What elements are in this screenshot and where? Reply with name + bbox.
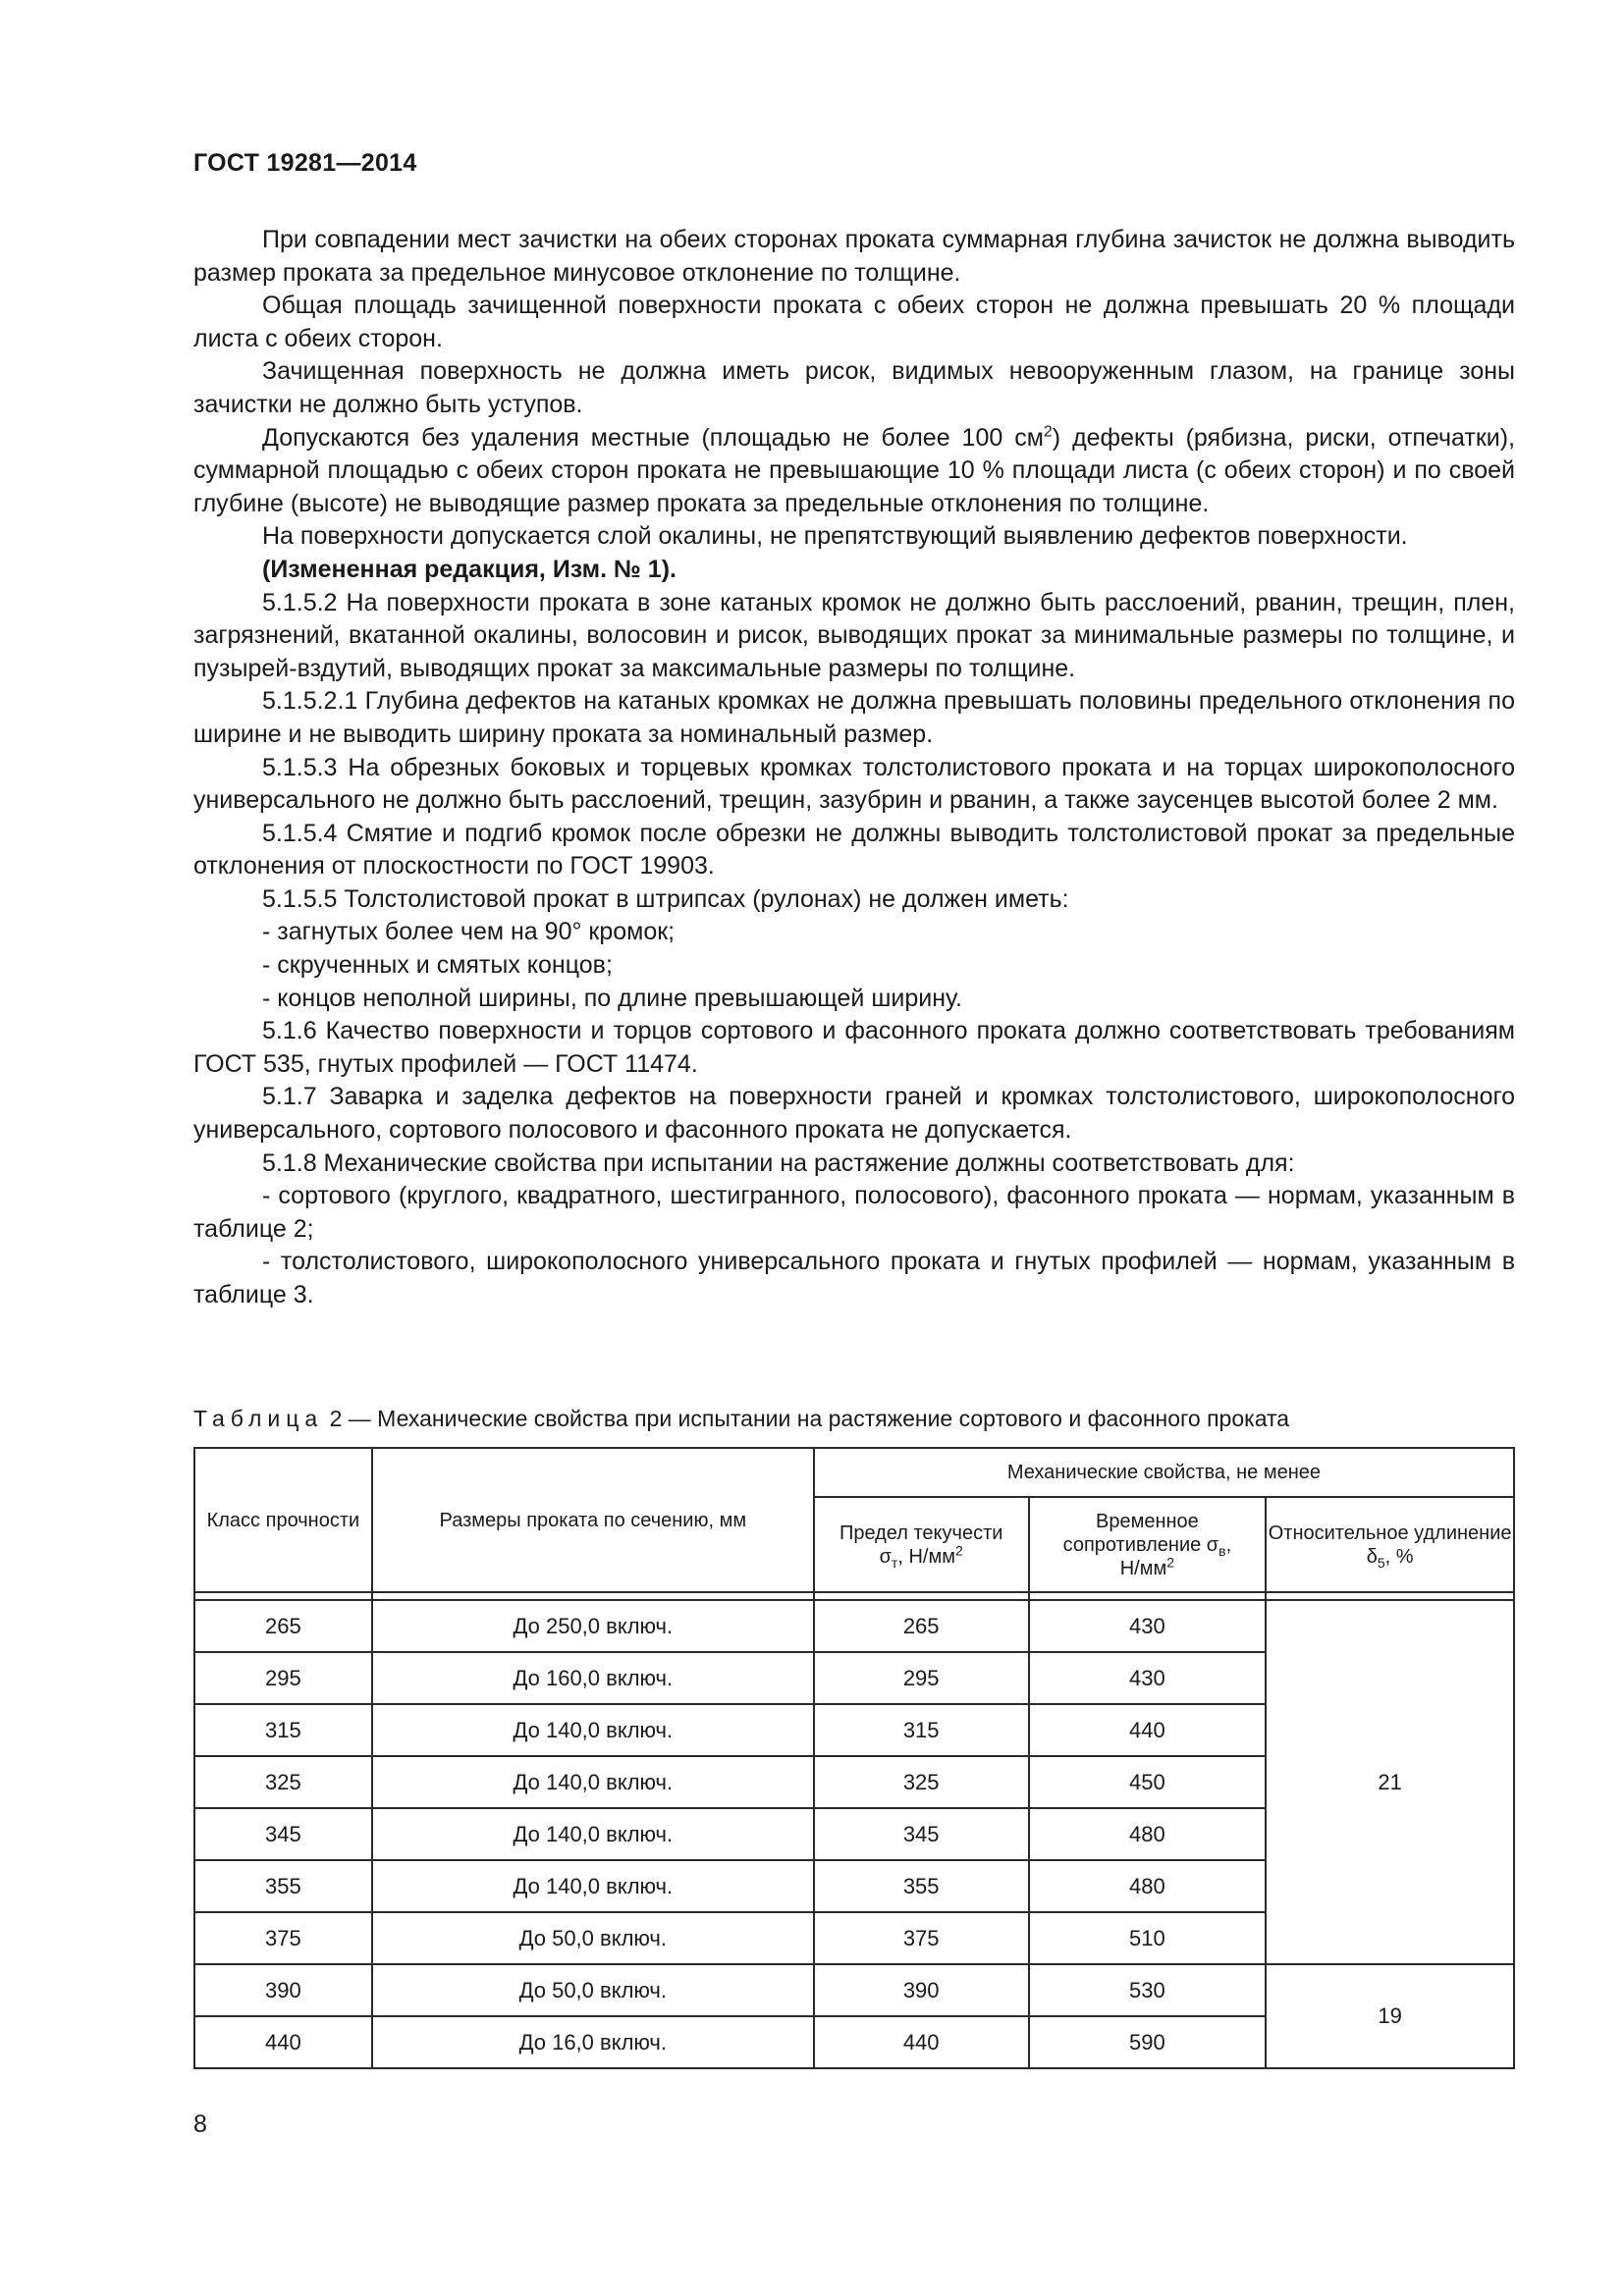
cell-size: До 140,0 включ. [372, 1704, 814, 1756]
cell-class: 355 [194, 1860, 372, 1912]
paragraph: Зачищенная поверхность не должна иметь рисок, видимых невооруженным глазом, на границе зоны зачистки не должно быть уступов. [193, 357, 1515, 418]
table-caption-label: Таблица [193, 1406, 324, 1431]
paragraph: Общая площадь зачищенной поверхности проката с обеих сторон не должна превышать 20 % площади листа с обеих сторон. [193, 292, 1515, 352]
cell-tensile: 590 [1029, 2016, 1267, 2068]
table-row [194, 1964, 1514, 2016]
comma: , [1225, 1533, 1232, 1556]
cell-tensile: 530 [1029, 1964, 1267, 2016]
cell-yield: 295 [814, 1652, 1029, 1704]
table-row [194, 1600, 1514, 1652]
cell-yield: 315 [814, 1704, 1029, 1756]
unit: , % [1384, 1545, 1414, 1568]
cell-tensile: 440 [1029, 1704, 1267, 1756]
cell-class: 325 [194, 1756, 372, 1808]
cell-tensile: 430 [1029, 1652, 1267, 1704]
clause-5-1-5-5: 5.1.5.5 Толстолистовой прокат в штрипсах (рулонах) не должен иметь: [262, 884, 1069, 913]
cell-tensile: 480 [1029, 1808, 1267, 1860]
header-text: Предел текучести [839, 1522, 1003, 1544]
superscript: 2 [1043, 423, 1053, 441]
clause-5-1-6: 5.1.6 Качество поверхности и торцов сортового и фасонного проката должно соответствовать требованиям ГОСТ 535, гнутых профилей — ГОСТ 11474. [193, 1017, 1515, 1078]
body-text [193, 224, 1515, 1312]
cell-yield: 375 [814, 1912, 1029, 1964]
subscript: т [891, 1554, 898, 1571]
paragraph: При совпадении мест зачистки на обеих сторонах проката суммарная глубина зачисток не должна выводить размер проката за предельное минусовое отклонение по толщине. [193, 226, 1515, 287]
cell-class: 375 [194, 1912, 372, 1964]
unit: , Н/мм [897, 1545, 955, 1568]
clause-5-1-7: 5.1.7 Заварка и заделка дефектов на поверхности граней и кромках толстолистового, широкополосного универсального, сортового полосового и фасонного проката не допускается. [193, 1083, 1515, 1145]
symbol: σ [879, 1545, 892, 1568]
cell-yield: 390 [814, 1964, 1029, 2016]
cell-yield: 265 [814, 1600, 1029, 1652]
cell-class: 265 [194, 1600, 372, 1652]
cell-class: 390 [194, 1964, 372, 2016]
header-gap [194, 1592, 1514, 1600]
standard-header: ГОСТ 19281—2014 [193, 149, 417, 177]
header-section-size: Размеры проката по сечению, мм [372, 1448, 814, 1592]
header-mech-group: Механические свойства, не менее [814, 1448, 1514, 1497]
cell-class: 345 [194, 1808, 372, 1860]
list-item: - сортового (круглого, квадратного, шестигранного, полосового), фасонного проката — нормам, указанным в таблице 2; [193, 1182, 1515, 1243]
header-elongation [1266, 1497, 1514, 1592]
cell-size: До 140,0 включ. [372, 1756, 814, 1808]
cell-size: До 50,0 включ. [372, 1912, 814, 1964]
header-text: Относительное удлинение δ [1268, 1522, 1512, 1568]
table-caption [193, 1406, 1289, 1432]
subscript: 5 [1377, 1554, 1385, 1571]
cell-size: До 140,0 включ. [372, 1860, 814, 1912]
list-item: - загнутых более чем на 90° кромок; [262, 918, 676, 946]
mechanical-properties-table [193, 1447, 1515, 2069]
cell-tensile: 450 [1029, 1756, 1267, 1808]
cell-size: До 160,0 включ. [372, 1652, 814, 1704]
superscript: 2 [1166, 1553, 1175, 1570]
cell-tensile: 480 [1029, 1860, 1267, 1912]
paragraph-local-defects [193, 422, 1515, 521]
superscript: 2 [954, 1541, 963, 1558]
list-item: - концов неполной ширины, по длине превышающей ширину. [262, 984, 962, 1012]
cell-size: До 50,0 включ. [372, 1964, 814, 2016]
text-part: Допускаются без удаления местные (площадью не более 100 см [262, 423, 1044, 452]
clause-5-1-5-2: 5.1.5.2 На поверхности проката в зоне катаных кромок не должно быть расслоений, рванин, трещин, плен, загрязнений, вкатанной окалины, волосовин и рисок, выводящих прокат за минимальные размеры по толщине, и пузырей-вздутий, выводящих прокат за максимальные размеры по толщине. [193, 588, 1515, 682]
unit: Н/мм [1119, 1557, 1167, 1579]
header-text: Временное сопротивление σ [1062, 1510, 1219, 1556]
page-number: 8 [193, 2110, 207, 2138]
cell-elongation: 19 [1266, 1964, 1514, 2068]
cell-yield: 345 [814, 1808, 1029, 1860]
header-strength-class: Класс прочности [194, 1448, 372, 1592]
clause-5-1-8: 5.1.8 Механические свойства при испытании на растяжение должны соответствовать для: [262, 1148, 1295, 1177]
cell-class: 440 [194, 2016, 372, 2068]
cell-size: До 250,0 включ. [372, 1600, 814, 1652]
cell-yield: 325 [814, 1756, 1029, 1808]
clause-5-1-5-3: 5.1.5.3 На обрезных боковых и торцевых кромках толстолистового проката и на торцах широкополосного универсального не должно быть расслоений, трещин, зазубрин и рванин, а также заусенцев высотой более 2 мм. [193, 753, 1515, 815]
header-tensile-strength [1029, 1497, 1267, 1592]
list-item: - скрученных и смятых концов; [262, 951, 613, 980]
cell-class: 295 [194, 1652, 372, 1704]
table-caption-text: 2 — Механические свойства при испытании на растяжение сортового и фасонного проката [323, 1406, 1290, 1431]
cell-elongation: 21 [1266, 1600, 1514, 1964]
text-part: ) дефекты (рябизна, риски, отпечатки), суммарной площадью с обеих сторон проката не превышающие 10 % площади листа (с обеих сторон) и по своей глубине (высоте) не выводящие размер проката за предельные отклонения по толщине. [193, 423, 1516, 517]
cell-class: 315 [194, 1704, 372, 1756]
subscript: в [1218, 1542, 1226, 1559]
cell-tensile: 510 [1029, 1912, 1267, 1964]
header-yield-strength [814, 1497, 1029, 1592]
cell-yield: 440 [814, 2016, 1029, 2068]
list-item: - толстолистового, широкополосного универсального проката и гнутых профилей — нормам, указанным в таблице 3. [193, 1248, 1515, 1308]
cell-yield: 355 [814, 1860, 1029, 1912]
paragraph: На поверхности допускается слой окалины, не препятствующий выявлению дефектов поверхности. [262, 522, 1408, 551]
clause-5-1-5-2-1: 5.1.5.2.1 Глубина дефектов на катаных кромках не должна превышать половины предельного отклонения по ширине и не выводить ширину проката за номинальный размер. [193, 687, 1515, 748]
clause-5-1-5-4: 5.1.5.4 Смятие и подгиб кромок после обрезки не должны выводить толстолистовой прокат за предельные отклонения от плоскостности по ГОСТ 19903. [193, 819, 1515, 881]
cell-size: До 140,0 включ. [372, 1808, 814, 1860]
cell-tensile: 430 [1029, 1600, 1267, 1652]
cell-size: До 16,0 включ. [372, 2016, 814, 2068]
amendment-note: (Измененная редакция, Изм. № 1). [262, 555, 677, 583]
